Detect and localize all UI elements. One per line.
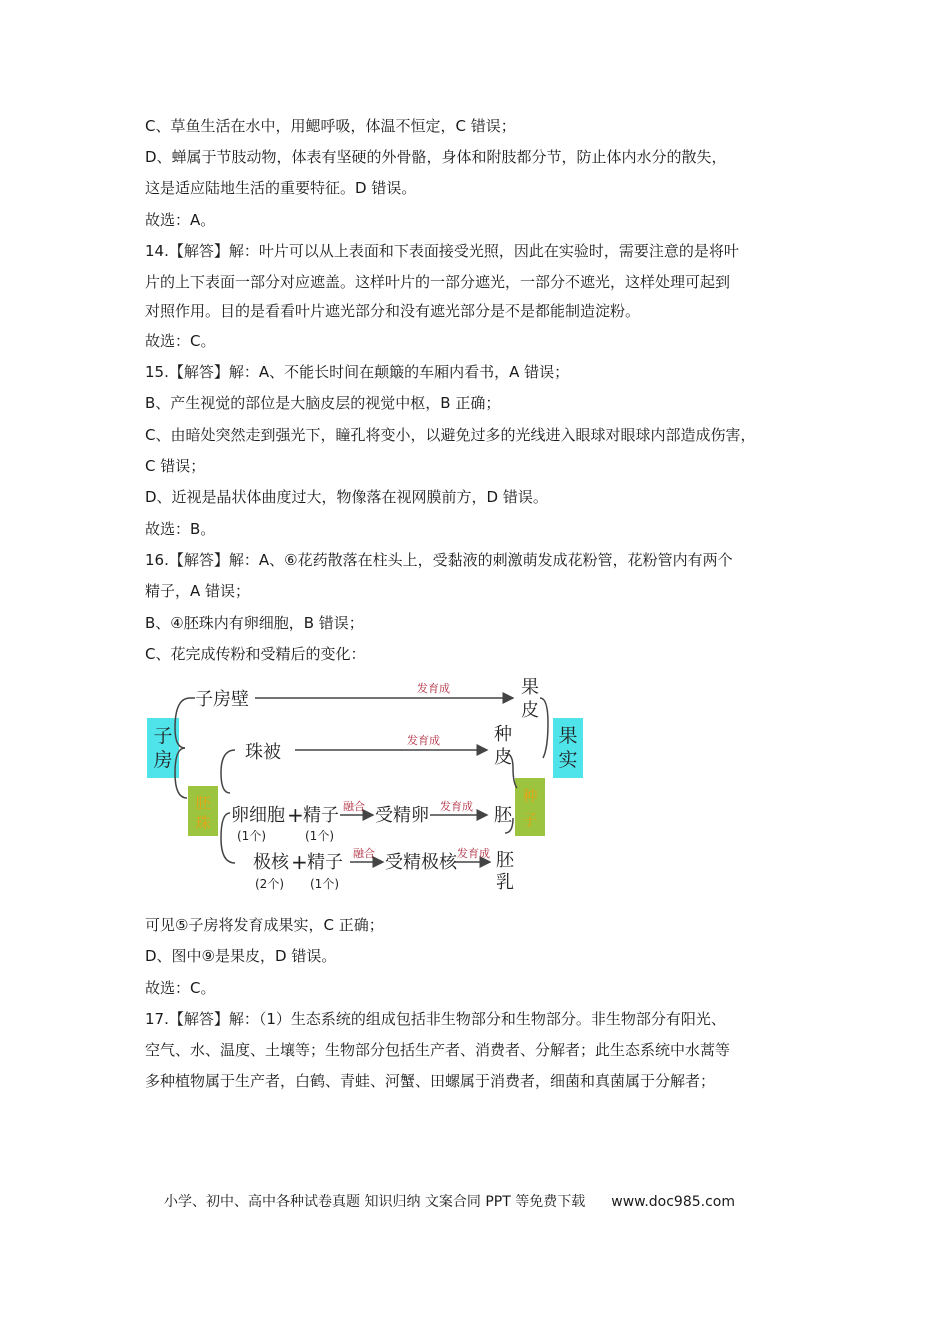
footer-site-link[interactable]: www.doc985.com xyxy=(611,1194,735,1210)
fuse-label: 融合 xyxy=(353,847,375,860)
pericarp-char-2: 皮 xyxy=(521,700,539,721)
text-line: 可见⑤子房将发育成果实，C 正确； xyxy=(145,916,384,934)
text-line: 17.【解答】解：（1）生态系统的组成包括非生物部分和生物部分。非生物部分有阳光、 xyxy=(145,1010,726,1028)
sperm-count: (1个) xyxy=(305,829,334,843)
plus-sign: + xyxy=(291,850,308,874)
seed-coat-char-1: 种 xyxy=(494,724,512,745)
fertilization-diagram xyxy=(145,668,590,903)
ovule-brace-top xyxy=(221,750,235,793)
text-line: D、蝉属于节肢动物，体表有坚硬的外骨骼，身体和附肢都分节，防止体内水分的散失， xyxy=(145,148,727,166)
text-line: C、由暗处突然走到强光下，瞳孔将变小，以避免过多的光线进入眼球对眼球内部造成伤害， xyxy=(145,426,756,444)
embryo-label: 胚 xyxy=(494,805,512,826)
develops-label: 发育成 xyxy=(440,800,473,813)
text-line: B、④胚珠内有卵细胞，B 错误； xyxy=(145,614,364,632)
fruit-brace xyxy=(540,698,548,758)
text-line: 16.【解答】解：A、⑥花药散落在柱头上，受黏液的刺激萌发成花粉管，花粉管内有两个 xyxy=(145,551,733,569)
sperm-count: (1个) xyxy=(310,877,339,891)
seed-coat-char-2: 皮 xyxy=(494,747,512,768)
develops-label: 发育成 xyxy=(457,847,490,860)
integument-label: 珠被 xyxy=(245,742,281,763)
egg-count: (1个) xyxy=(237,829,266,843)
develops-label: 发育成 xyxy=(407,734,440,747)
text-line: 15.【解答】解：A、不能长时间在颠簸的车厢内看书，A 错误； xyxy=(145,363,570,381)
text-line: C、花完成传粉和受精后的变化： xyxy=(145,645,366,663)
seed-char-1: 种 xyxy=(522,787,538,805)
ovule-char-2: 珠 xyxy=(195,814,211,832)
text-line: 片的上下表面一部分对应遮盖。这样叶片的一部分遮光，一部分不遮光，这样处理可起到 xyxy=(145,273,731,291)
fruit-char-1: 果 xyxy=(558,725,578,747)
fertilized-egg-label: 受精卵 xyxy=(375,805,429,826)
text-line: 故选：A。 xyxy=(145,211,216,229)
text-line: B、产生视觉的部位是大脑皮层的视觉中枢，B 正确； xyxy=(145,394,501,412)
fertilized-polar-label: 受精极核 xyxy=(385,852,457,873)
text-line: D、近视是晶状体曲度过大，物像落在视网膜前方，D 错误。 xyxy=(145,488,548,506)
polar-nuclei-label: 极核 xyxy=(253,852,289,873)
polar-count: (2个) xyxy=(255,877,284,891)
text-line: D、图中⑨是果皮，D 错误。 xyxy=(145,947,337,965)
plus-sign: + xyxy=(287,803,304,827)
fuse-label: 融合 xyxy=(343,800,365,813)
endosperm-char-2: 乳 xyxy=(496,872,514,893)
ovary-char-2: 房 xyxy=(153,749,173,771)
egg-cell-label: 卵细胞 xyxy=(231,805,285,826)
text-line: C 错误； xyxy=(145,457,206,475)
seed-char-2: 子 xyxy=(522,811,538,829)
ovule-char-1: 胚 xyxy=(195,794,211,812)
footer-text: 小学、初中、高中各种试卷真题 知识归纳 文案合同 PPT 等免费下载 xyxy=(164,1194,586,1210)
ovary-wall-label: 子房壁 xyxy=(195,689,249,710)
text-line: 对照作用。目的是看看叶片遮光部分和没有遮光部分是不是都能制造淀粉。 xyxy=(145,302,641,320)
text-line: 多种植物属于生产者，白鹤、青蛙、河蟹、田螺属于消费者，细菌和真菌属于分解者； xyxy=(145,1072,716,1090)
text-line: 故选：C。 xyxy=(145,332,216,350)
text-line: 精子，A 错误； xyxy=(145,582,251,600)
endosperm-char-1: 胚 xyxy=(496,850,514,871)
text-line: 这是适应陆地生活的重要特征。D 错误。 xyxy=(145,179,417,197)
page-footer xyxy=(164,1192,735,1212)
sperm-label: 精子 xyxy=(307,852,343,873)
pericarp-char-1: 果 xyxy=(521,677,539,698)
text-line: 故选：C。 xyxy=(145,979,216,997)
develops-label: 发育成 xyxy=(417,682,450,695)
text-line: 14.【解答】解：叶片可以从上表面和下表面接受光照，因此在实验时，需要注意的是将叶 xyxy=(145,242,739,260)
text-line: 空气、水、温度、土壤等；生物部分包括生产者、消费者、分解者；此生态系统中水蒿等 xyxy=(145,1041,731,1059)
text-line: 故选：B。 xyxy=(145,520,216,538)
ovary-char-1: 子 xyxy=(153,725,173,747)
text-line: C、草鱼生活在水中，用鳃呼吸，体温不恒定，C 错误； xyxy=(145,117,516,135)
fruit-char-2: 实 xyxy=(558,749,578,771)
sperm-label: 精子 xyxy=(303,805,339,826)
